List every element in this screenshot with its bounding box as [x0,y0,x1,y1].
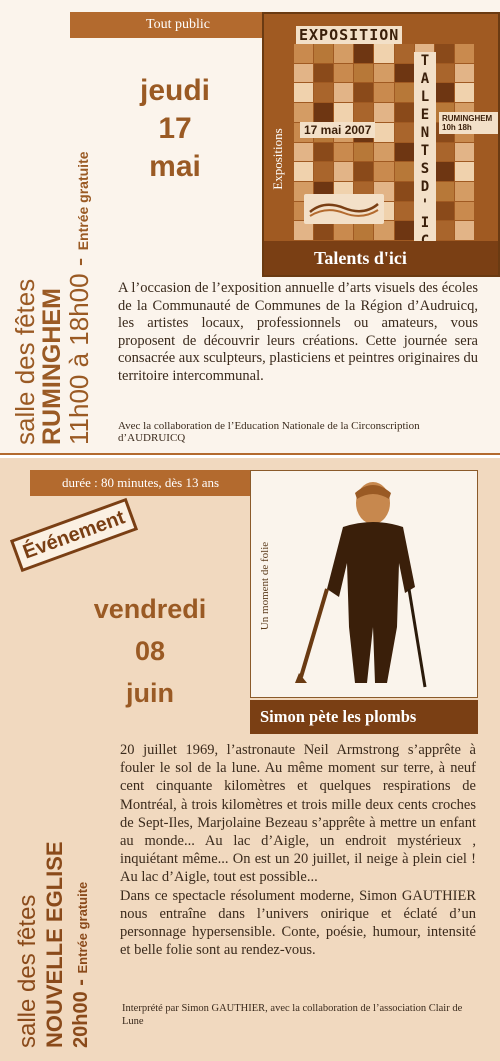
event1-dash: - [64,257,94,267]
mosaic-tile [374,64,393,83]
mosaic-tile [455,44,474,63]
poster-vertical-letter: N [420,125,430,141]
mosaic-tile [334,64,353,83]
event2-paragraph-2: Dans ce spectacle résolument moderne, Simon GAUTHIER nous entraîne dans l’univers onirique et éclaté d’un personnage hypersensible. Conte, poésie, humour, intensité et belle folie sont au rendez-vous. [120,887,476,959]
duration-info: durée : 80 minutes, dès 13 ans [62,475,220,490]
event-badge: Événement [10,498,138,572]
mosaic-tile [334,83,353,102]
mosaic-tile [314,44,333,63]
mosaic-tile [435,44,454,63]
mosaic-tile [354,103,373,122]
mosaic-tile [354,162,373,181]
mosaic-tile [374,143,393,162]
mosaic-tile [374,162,393,181]
event1-venue-hours-line [66,145,97,445]
show-title: Simon pète les plombs [260,707,417,726]
mosaic-tile [334,103,353,122]
poster-vertical-letter: D [420,179,430,195]
event1-day-number: 17 [158,112,192,145]
mosaic-tile [294,83,313,102]
mosaic-tile [395,64,414,83]
audience-label: Tout public [146,17,210,32]
mosaic-tile [455,83,474,102]
mosaic-tile [395,103,414,122]
event1-venue-hall: salle des fêtes [10,278,40,445]
mosaic-tile [374,221,393,240]
poster-vertical-letter: ' [420,197,430,213]
mosaic-tile [395,143,414,162]
event2-month: juin [126,678,174,708]
poster-date: 17 mai 2007 [300,122,375,138]
mosaic-tile [395,182,414,201]
mosaic-tile [374,123,393,142]
mosaic-tile [455,202,474,221]
mosaic-tile [334,221,353,240]
performer-figure-icon [291,477,451,691]
poster-vertical-letter: I [420,215,430,231]
event2-venue-place: NOUVELLE EGLISE [42,841,67,1048]
poster-vertical-letter: T [420,53,430,69]
poster-side-label: Expositions [270,128,285,190]
event2-venue-hours-line [68,748,96,1048]
mosaic-tile [314,103,333,122]
mosaic-tile [294,221,313,240]
mosaic-tile [354,83,373,102]
mosaic-tile [395,44,414,63]
poster-vertical-letter: S [420,161,430,177]
mosaic-tile [354,64,373,83]
event2-venue-hall: salle des fêtes [14,894,41,1048]
event1-description: A l’occasion de l’exposition annuelle d’arts visuels des écoles de la Communauté de Communes de la Région d’Audruicq, les artistes locaux, professionnels ou amateurs, vous proposent de découvrir leurs créations. Cette journée sera consacrée aux sculpteurs, plasticiens et peintres originaires du territoire intercommunal. [118,280,478,384]
mosaic-tile [314,162,333,181]
event2-entry: Entrée gratuite [75,881,90,974]
mosaic-tile [395,162,414,181]
event1-month: mai [149,150,201,183]
mosaic-tile [314,64,333,83]
mosaic-tile [455,162,474,181]
mosaic-tile [435,64,454,83]
mosaic-tile [314,221,333,240]
event1-venue-place: RUMINGHEM [38,288,66,445]
event2-description [120,741,476,959]
mosaic-tile [374,103,393,122]
poster-vertical-letter: E [420,107,430,123]
event1-credit: Avec la collaboration de l’Education Nationale de la Circonscription d’AUDRUICQ [118,420,420,444]
photo-side-label: Un moment de folie [259,541,271,631]
poster-vertical-letter: A [420,71,430,87]
event2-day-name: vendredi [93,594,207,624]
mosaic-tile [294,64,313,83]
mosaic-tile [435,221,454,240]
poster-vertical-title [414,52,436,268]
mosaic-tile [435,83,454,102]
wave-logo-icon [304,194,384,224]
mosaic-tile [334,162,353,181]
poster-vertical-letter: L [420,89,430,105]
mosaic-tile [455,64,474,83]
mosaic-tile [374,83,393,102]
event1-hours: 11h00 à 18h00 [64,273,94,445]
poster-title: EXPOSITION [296,26,402,44]
event2-hours: 20h00 [70,991,92,1048]
event2-venue [14,748,96,1048]
mosaic-tile [435,202,454,221]
poster-caption: Talents d'ici [314,248,407,268]
poster-place: RUMINGHEM 10h 18h [439,112,498,134]
event2-credit: Interprété par Simon GAUTHIER, avec la collaboration de l’association Clair de Lune [122,1003,463,1027]
community-logo [304,194,384,224]
performer-photo [250,470,478,698]
poster-vertical-letter: T [420,143,430,159]
exposition-poster [262,12,500,277]
mosaic-tile [354,143,373,162]
mosaic-tile [455,221,474,240]
mosaic-tile [294,103,313,122]
event2-day-number: 08 [134,636,166,666]
mosaic-tile [395,123,414,142]
mosaic-tile [334,143,353,162]
mosaic-tile [435,143,454,162]
mosaic-tile [294,143,313,162]
mosaic-tile [435,182,454,201]
mosaic-tile [455,182,474,201]
mosaic-tile [294,44,313,63]
mosaic-tile [314,83,333,102]
event1-day-name: jeudi [139,74,210,107]
event1-date [110,72,240,186]
mosaic-tile [354,221,373,240]
event1-entry: Entrée gratuite [75,151,91,251]
mosaic-tile [395,83,414,102]
mosaic-tile [354,44,373,63]
mosaic-tile [435,162,454,181]
event1-venue [12,145,97,445]
mosaic-tile [314,143,333,162]
mosaic-tile [455,143,474,162]
mosaic-tile [395,221,414,240]
mosaic-tile [334,44,353,63]
event2-paragraph-1: 20 juillet 1969, l’astronaute Neil Armstrong s’apprête à fouler le sol de la lune. Au même moment sur terre, à neuf cent cinquante kilomètres et quelques respirations de Montréal, à trois kilomètres et trois mille deux cents croches de Sept-Iles, Marjolaine Bezeau s’apprête à mettre un enfant au monde... Au lac d’Aigle, un endroit mystérieux , inquiétant même... On est un 20 juillet, il neige à plein ciel ! Au lac d’Aigle, tout est possible... [120,742,476,886]
event2-dash: - [70,979,92,986]
event2-date [60,588,240,714]
mosaic-tile [395,202,414,221]
mosaic-tile [294,162,313,181]
mosaic-tile [374,44,393,63]
